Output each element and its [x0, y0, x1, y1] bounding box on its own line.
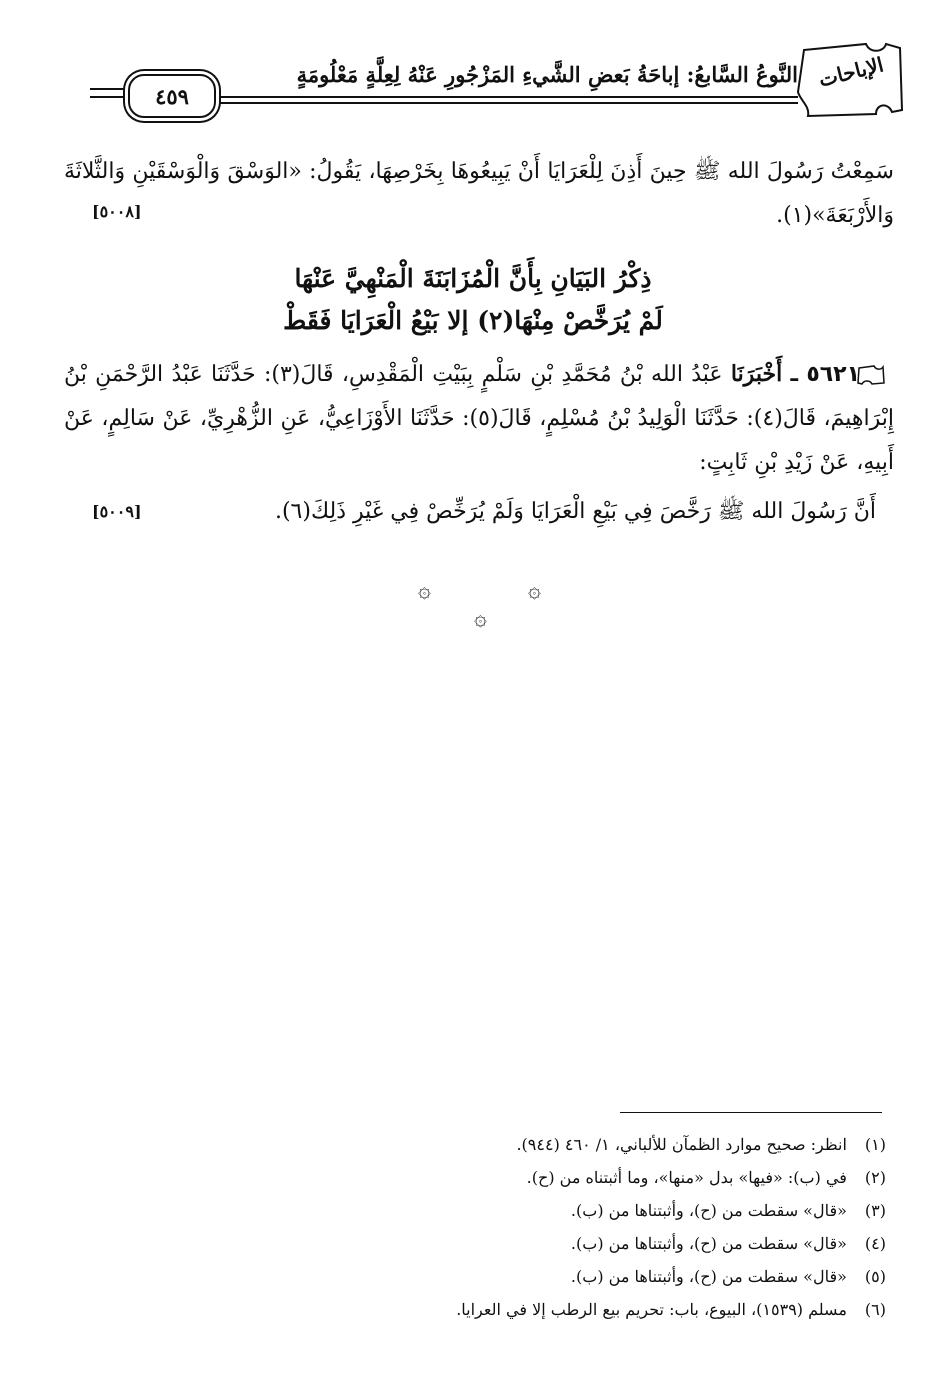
- paragraph-text: سَمِعْتُ رَسُولَ الله ﷺ حِينَ أَذِنَ لِلْعَرَايَا أَنْ يَبِيعُوهَا بِخَرْصِهَا، يَقُولُ: «الوَسْقَ وَالْوَسْقَيْنِ وَالثَّلاثَةَ وَالأَرْبَعَةَ»(١).: [64, 159, 894, 228]
- header-rule: [218, 96, 798, 98]
- footnote-text: انظر: صحيح موارد الظمآن للألباني، ١/ ٤٦٠ (٩٤٤).: [516, 1135, 847, 1154]
- section-heading: [60, 258, 886, 342]
- ornament-icon: ۞: [418, 578, 431, 603]
- footnote-item: [186, 1161, 886, 1194]
- footnote-item: [186, 1194, 886, 1227]
- hadith-chain-text: عَبْدُ الله بْنُ مُحَمَّدِ بْنِ سَلْمٍ بِبَيْتِ الْمَقْدِسِ، قَالَ(٣): حَدَّثَنَا عَبْدُ الرَّحْمَنِ بْنُ إِبْرَاهِيمَ، قَالَ(٤): حَدَّثَنَا الْوَلِيدُ بْنُ مُسْلِمٍ، قَالَ(٥): حَدَّثَنَا الأَوْزَاعِيُّ، عَنِ الزُّهْرِيِّ، عَنْ سَالِمٍ، عَنْ أَبِيهِ، عَنْ زَيْدِ بْنِ ثَابِتٍ:: [64, 362, 894, 475]
- footnote-number: (٤): [864, 1234, 886, 1253]
- reference-number: [٥٠٠٨]: [92, 202, 142, 221]
- hadith-number: ٥٦٢١: [806, 362, 861, 387]
- badge-lines: [90, 88, 128, 104]
- footnote-item: [186, 1293, 886, 1326]
- running-header-title: النَّوعُ السَّابعُ: إباحَةُ بَعضِ الشَّيءِ المَزْجُورِ عَنْهُ لِعِلَّةٍ مَعْلُومَةٍ: [296, 62, 798, 87]
- footnote-item: [186, 1260, 886, 1293]
- footnote-number: (٦): [864, 1300, 886, 1319]
- footnote-item: [186, 1227, 886, 1260]
- footnote-number: (٥): [864, 1267, 886, 1286]
- footnote-number: (٣): [864, 1201, 886, 1220]
- hadith-narration-verb: أَخْبَرَنَا: [730, 361, 783, 387]
- corner-section-label: الإباحات: [816, 52, 886, 92]
- ornament-icon: ۞: [474, 606, 487, 631]
- text-paragraph: [64, 150, 894, 238]
- footnote-text: «قال» سقطت من (ح)، وأثبتناها من (ب).: [570, 1234, 847, 1253]
- header-rule-2: [218, 102, 798, 104]
- heading-line: لَمْ يُرَخَّصْ مِنْهَا(٢) إلا بَيْعُ الْعَرَايَا فَقَطْ: [283, 306, 663, 335]
- page-number-badge: ٤٥٩: [128, 74, 216, 118]
- ornament-icon: ۞: [528, 578, 541, 603]
- footnote-text: في (ب): «فيها» بدل «منها»، وما أثبتناه من (ح).: [526, 1168, 847, 1187]
- footnote-rule: [620, 1112, 882, 1113]
- hadith-matn: [176, 490, 876, 534]
- hadith-paragraph: [64, 352, 894, 485]
- hadith-dash: ـ: [790, 362, 799, 387]
- footnote-number: (٢): [864, 1168, 886, 1187]
- footnote-text: مسلم (١٥٣٩)، البيوع، باب: تحريم بيع الرطب إلا في العرايا.: [456, 1300, 847, 1319]
- footnote-text: «قال» سقطت من (ح)، وأثبتناها من (ب).: [570, 1267, 847, 1286]
- footnote-number: (١): [864, 1135, 886, 1154]
- footnote-item: [186, 1128, 886, 1161]
- hadith-matn-text: أَنَّ رَسُولَ الله ﷺ رَخَّصَ فِي بَيْعِ الْعَرَايَا وَلَمْ يُرَخِّصْ فِي غَيْرِ ذَلِكَ(٦).: [274, 499, 876, 524]
- heading-line: ذِكْرُ البَيَانِ بِأَنَّ الْمُزَابَنَةَ الْمَنْهِيَّ عَنْهَا: [294, 264, 652, 293]
- reference-number: [٥٠٠٩]: [92, 502, 142, 521]
- footnote-text: «قال» سقطت من (ح)، وأثبتناها من (ب).: [570, 1201, 847, 1220]
- footnotes-list: [186, 1128, 886, 1326]
